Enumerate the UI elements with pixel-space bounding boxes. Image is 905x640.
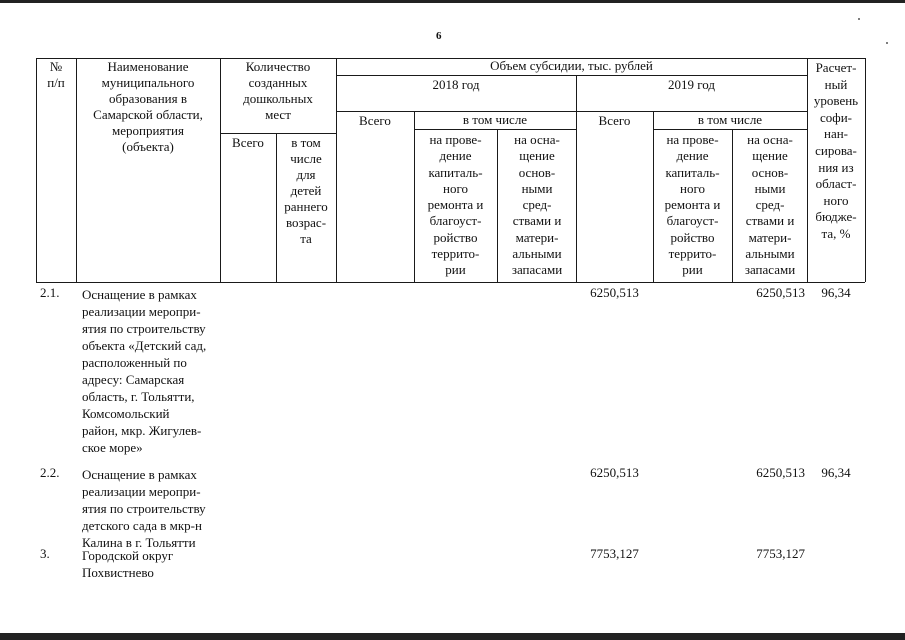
- page-number: 6: [436, 30, 442, 42]
- row-name: Городской округ Похвистнево: [82, 548, 174, 580]
- header-incl-2018: в том числе: [462, 112, 528, 127]
- row-rate: 96,34: [821, 285, 851, 300]
- header-total-2019: Всего: [598, 113, 631, 128]
- header-rate: Расчет- ный уровень софи- нан- сирова- ния из област- ного бюдже- та, %: [813, 60, 859, 241]
- header-incl-2019: в том числе: [697, 112, 763, 127]
- row-name: Оснащение в рамках реализации меропри- ятия по строительству детского сада в мкр-н Калина в г. Тольятти: [82, 467, 206, 550]
- row-name: Оснащение в рамках реализации меропри- ятия по строительству объекта «Детский сад, расположенный по адресу: Самарская область, г. Тольятти, Комсомольский район, мкр. Жигулев- ское море»: [82, 287, 207, 455]
- row-total-2019: 7753,127: [590, 546, 639, 561]
- header-places-total: Всего: [232, 135, 264, 150]
- row-equip-2019: 7753,127: [756, 546, 805, 561]
- header-total-2018: Всего: [359, 113, 391, 128]
- row-equip-2019: 6250,513: [756, 285, 805, 300]
- row-rate: 96,34: [821, 465, 851, 480]
- header-repair-2019: на прове- дение капиталь- ного ремонта и благоуст- ройство террито- рии: [664, 132, 721, 278]
- row-total-2019: 6250,513: [590, 285, 639, 300]
- header-year-2019: 2019 год: [668, 77, 715, 92]
- row-total-2019: 6250,513: [590, 465, 639, 480]
- header-equip-2019: на осна- щение основ- ными сред- ствами и матери- альными запасами: [744, 132, 796, 278]
- header-places-incl: в том числе для детей раннего возрас- та: [284, 135, 328, 246]
- header-name: Наименование муниципального образования в Самарской области, мероприятия (объекта): [93, 59, 203, 154]
- row-num: 3.: [40, 546, 50, 561]
- header-equip-2018: на осна- щение основ- ными сред- ствами и матери- альными запасами: [511, 132, 563, 278]
- row-num: 2.1.: [40, 285, 60, 300]
- header-num: № п/п: [47, 59, 65, 90]
- header-subsidy: Объем субсидии, тыс. рублей: [490, 58, 653, 73]
- row-num: 2.2.: [40, 465, 60, 480]
- header-year-2018: 2018 год: [432, 77, 480, 92]
- header-repair-2018: на прове- дение капиталь- ного ремонта и благоуст- ройство террито- рии: [427, 132, 484, 278]
- row-equip-2019: 6250,513: [756, 465, 805, 480]
- header-places: Количество созданных дошкольных мест: [243, 59, 313, 122]
